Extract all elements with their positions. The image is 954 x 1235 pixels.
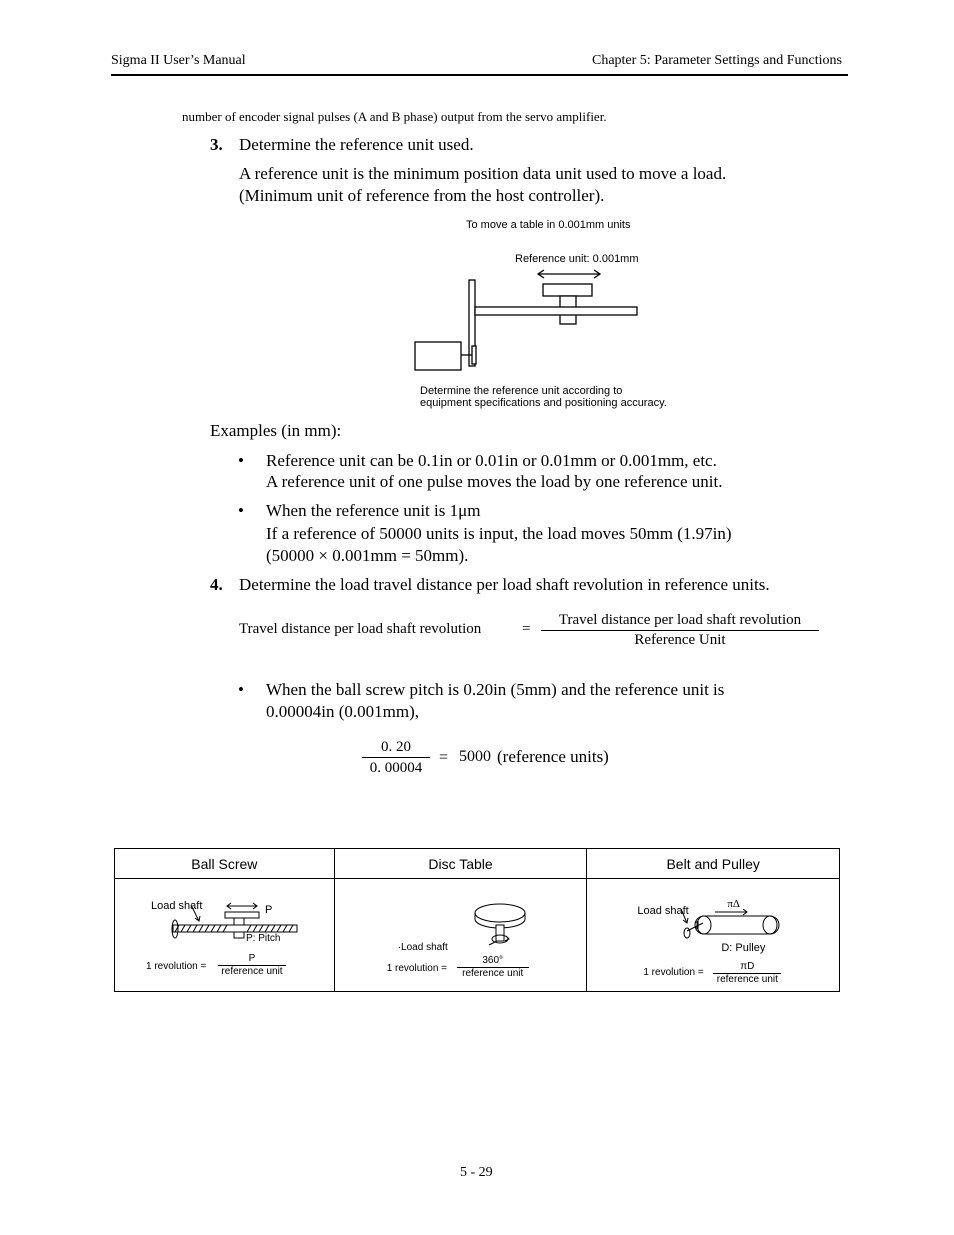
disc-table-icon: [465, 897, 535, 957]
bullet-2: •: [238, 501, 244, 520]
figure1-reference-label: Reference unit: 0.001mm: [515, 253, 639, 265]
header-manual-title: Sigma II User’s Manual: [111, 53, 246, 68]
ball-screw-num: P: [218, 953, 286, 966]
belt-pulley-rev-label: 1 revolution =: [643, 967, 704, 978]
calc-denominator: 0. 00004: [369, 760, 423, 776]
step3-title: Determine the reference unit used.: [239, 135, 474, 154]
bullet2-line2: If a reference of 50000 units is input, the load moves 50mm (1.97in): [266, 524, 732, 543]
examples-heading: Examples (in mm):: [210, 421, 342, 440]
intro-line: number of encoder signal pulses (A and B phase) output from the servo amplifier.: [182, 109, 607, 124]
calc-result: 5000: [459, 748, 491, 765]
ball-screw-load-shaft: Load shaft: [151, 900, 203, 912]
belt-pulley-label: D: Pulley: [721, 942, 766, 954]
disc-table-fraction: [457, 955, 529, 979]
ball-screw-den: reference unit: [221, 966, 283, 977]
disc-table-load-shaft: ·Load shaft: [397, 942, 448, 953]
ball-screw-rev-label: 1 revolution =: [146, 961, 207, 972]
bullet3-line2: 0.00004in (0.001mm),: [266, 702, 419, 721]
header-belt-pulley: Belt and Pulley: [587, 849, 840, 879]
bullet-1: •: [238, 451, 244, 470]
step3-para-line1: A reference unit is the minimum position data unit used to move a load.: [239, 164, 727, 183]
belt-pulley-den: reference unit: [716, 974, 778, 985]
disc-table-num: 360°: [457, 955, 529, 968]
header-rule: [111, 74, 848, 76]
table-drive-diagram: [410, 266, 650, 376]
formula-fraction: [541, 612, 819, 649]
formula-denominator: Reference Unit: [634, 632, 726, 648]
step3-para-line2: (Minimum unit of reference from the host controller).: [239, 186, 605, 205]
travel-distance-table: [114, 848, 840, 992]
bullet1-line2: A reference unit of one pulse moves the load by one reference unit.: [266, 472, 723, 491]
ball-screw-icon: [165, 901, 305, 946]
calc-unit: (reference units): [497, 747, 609, 766]
bullet-3: •: [238, 680, 244, 699]
header-chapter-title: Chapter 5: Parameter Settings and Functions: [591, 53, 842, 68]
formula-lhs: Travel distance per load shaft revolution: [239, 621, 482, 637]
belt-pulley-fraction: [713, 961, 781, 985]
cell-belt-pulley: [587, 879, 840, 992]
header-ball-screw: Ball Screw: [115, 849, 335, 879]
cell-ball-screw: [115, 879, 335, 992]
bullet2-line1: When the reference unit is 1μm: [266, 501, 481, 520]
calc-numerator: 0. 20: [362, 739, 430, 758]
ball-screw-fraction: [218, 953, 286, 977]
cell-disc-table: [334, 879, 587, 992]
bullet1-line1: Reference unit can be 0.1in or 0.01in or 0.01mm or 0.001mm, etc.: [266, 451, 717, 470]
step4-title: Determine the load travel distance per load shaft revolution in reference units.: [239, 575, 770, 594]
step4-number: 4.: [210, 575, 223, 594]
bullet2-line3: (50000 × 0.001mm = 50mm).: [266, 546, 469, 565]
step3-number: 3.: [210, 135, 223, 154]
calc-fraction: [362, 739, 430, 777]
belt-pulley-load-shaft: Load shaft: [637, 905, 689, 917]
ball-screw-pitch: P: Pitch: [246, 933, 281, 944]
formula-numerator: Travel distance per load shaft revolution: [541, 612, 819, 631]
figure1-caption-top: To move a table in 0.001mm units: [466, 219, 631, 231]
formula-equals: =: [522, 621, 531, 637]
belt-pulley-pi-delta: πΔ: [727, 898, 740, 910]
calc-equals: =: [439, 749, 449, 766]
bullet3-line1: When the ball screw pitch is 0.20in (5mm) and the reference unit is: [266, 680, 725, 699]
disc-table-rev-label: 1 revolution =: [386, 963, 448, 974]
disc-table-load-shaft-text: Load shaft: [401, 942, 448, 953]
disc-table-den: reference unit: [462, 968, 524, 979]
page-number: 5 - 29: [460, 1165, 493, 1180]
figure1-caption-line2: equipment specifications and positioning accuracy.: [420, 397, 667, 409]
header-disc-table: Disc Table: [334, 849, 587, 879]
figure1-caption-line1: Determine the reference unit according to: [420, 385, 623, 397]
ball-screw-p: P: [265, 904, 273, 916]
belt-pulley-num: πD: [713, 961, 781, 974]
